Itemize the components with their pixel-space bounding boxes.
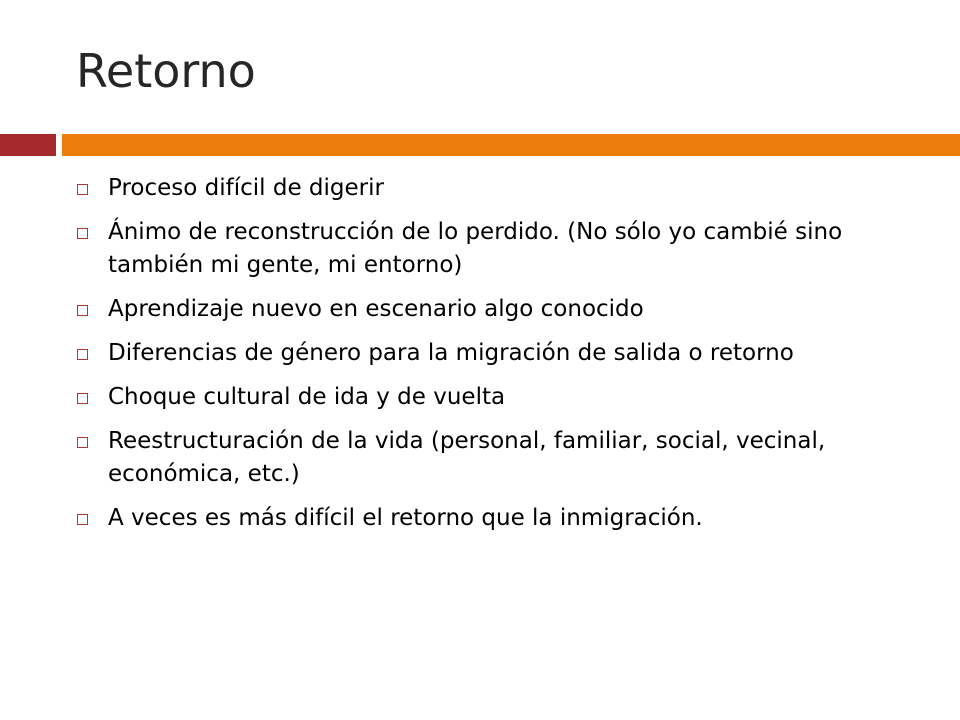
title-accent-bar-left [0,134,56,156]
bullet-text: Aprendizaje nuevo en escenario algo conocido [108,296,644,322]
bullet-item [75,502,905,535]
square-bullet-icon [77,305,88,316]
bullet-item [75,337,905,370]
bullet-item [75,293,905,326]
bullet-item [75,216,905,282]
bullet-text: Reestructuración de la vida (personal, familiar, social, vecinal, económica, etc.) [108,428,826,487]
square-bullet-icon [77,349,88,360]
square-bullet-icon [77,514,88,525]
bullet-item [75,172,905,205]
square-bullet-icon [77,228,88,239]
bullet-item [75,381,905,414]
square-bullet-icon [77,437,88,448]
square-bullet-icon [77,393,88,404]
bullet-text: Proceso difícil de digerir [108,175,384,201]
title-accent-bar-right [62,134,960,156]
bullet-list [75,172,905,546]
bullet-text: Ánimo de reconstrucción de lo perdido. (No sólo yo cambié sino también mi gente, mi entorno) [108,219,843,278]
bullet-text: A veces es más difícil el retorno que la inmigración. [108,505,703,531]
bullet-item [75,425,905,491]
slide-title: Retorno [76,44,256,98]
bullet-text: Diferencias de género para la migración de salida o retorno [108,340,794,366]
square-bullet-icon [77,184,88,195]
bullet-text: Choque cultural de ida y de vuelta [108,384,506,410]
